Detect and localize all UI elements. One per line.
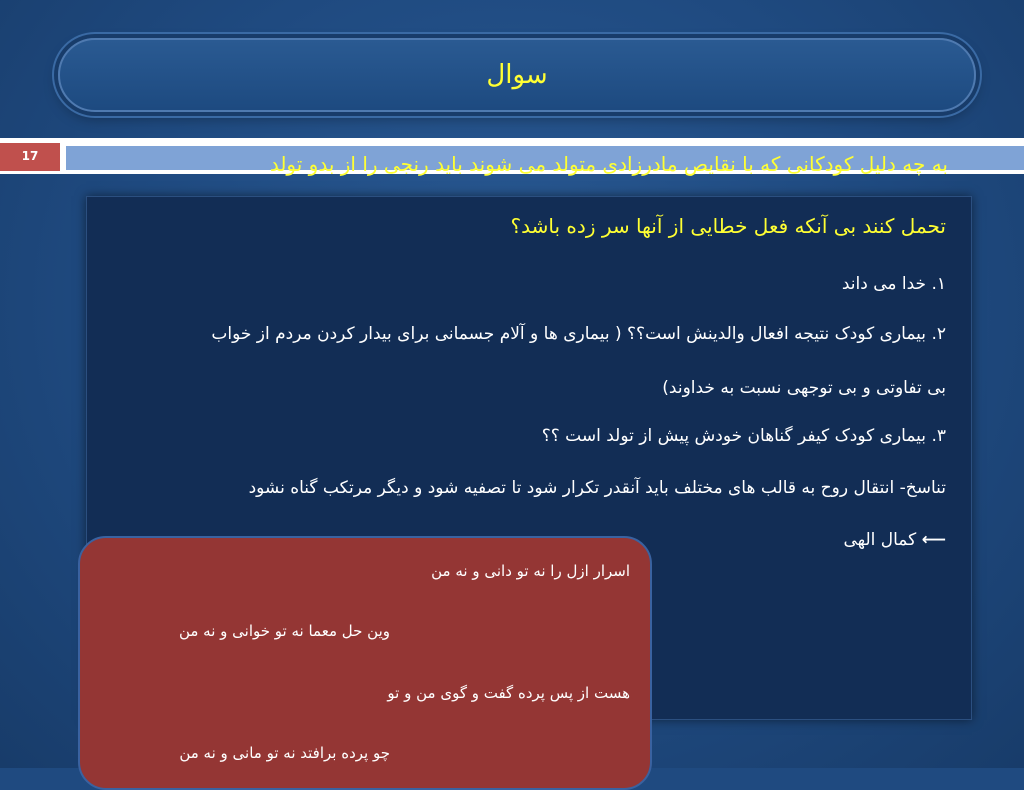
title-banner	[58, 38, 976, 112]
question-line-1: به چه دلیل کودکانی که با نقایص مادرزادی متولد می شوند باید رنجی را از بدو تولد	[269, 152, 948, 176]
answer-3-explanation: تناسخ- انتقال روح به قالب های مختلف باید آنقدر تکرار شود تا تصفیه شود و دیگر مرتکب گناه نشود	[248, 478, 946, 498]
arrow-icon: ⟵	[921, 530, 946, 550]
answer-2: ۲. بیماری کودک نتیجه افعال والدینش است؟؟ ( بیماری ها و آلام جسمانی برای بیدار کردن مردم از خواب	[211, 324, 946, 344]
poem-line-3: هست از پس پرده گفت و گوی من و تو	[387, 684, 630, 702]
divine-perfection-text: کمال الهی	[843, 530, 917, 550]
slide-title: سوال	[486, 60, 548, 90]
question-line-2: تحمل کنند بی آنکه فعل خطایی از آنها سر زده باشد؟	[510, 214, 946, 238]
poem-line-4: چو پرده برافتد نه تو مانی و نه من	[179, 744, 390, 762]
answer-2-cont: بی تفاوتی و بی توجهی نسبت به خداوند)	[662, 378, 946, 398]
poem-box	[78, 536, 652, 790]
answer-1: ۱. خدا می داند	[841, 274, 946, 294]
answer-3: ۳. بیماری کودک کیفر گناهان خودش پیش از تولد است ؟؟	[541, 426, 946, 446]
poem-line-1: اسرار ازل را نه تو دانی و نه من	[431, 562, 630, 580]
slide-number: 17	[0, 143, 60, 171]
poem-line-2: وین حل معما نه تو خوانی و نه من	[178, 622, 390, 640]
